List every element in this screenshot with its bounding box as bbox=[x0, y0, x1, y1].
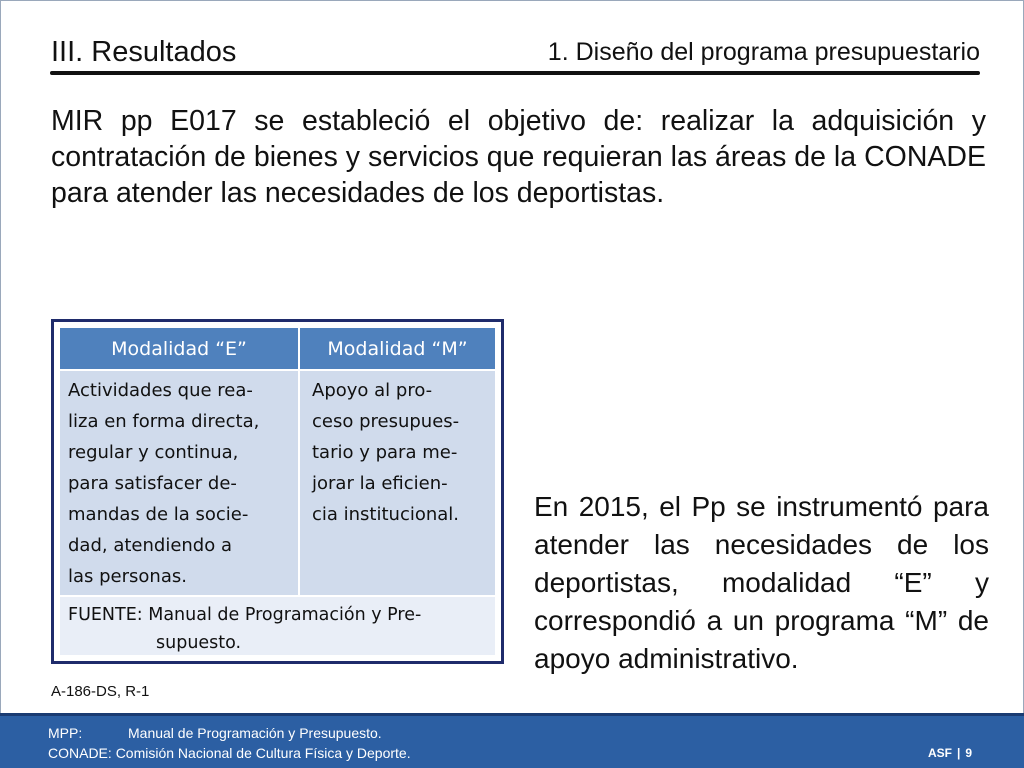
table-cell-modalidad-e bbox=[60, 371, 300, 595]
page-number: 9 bbox=[965, 746, 972, 760]
table-cell-modalidad-m bbox=[300, 371, 495, 595]
section-title: III. Resultados bbox=[51, 36, 237, 68]
cell-line: jorar la eficien- bbox=[312, 473, 448, 494]
cell-line: liza en forma directa, bbox=[68, 411, 260, 432]
footer-abbreviation-conade bbox=[48, 745, 411, 761]
cell-line: regular y continua, bbox=[68, 442, 239, 463]
cell-line: cia institucional. bbox=[312, 504, 460, 525]
footer-bar bbox=[0, 713, 1024, 768]
modality-table bbox=[51, 319, 504, 664]
cell-line: para satisfacer de- bbox=[68, 473, 237, 494]
cell-line: tario y para me- bbox=[312, 442, 458, 463]
abbreviation-key: MPP: bbox=[48, 725, 83, 741]
separator: | bbox=[956, 746, 961, 760]
cell-line: las personas. bbox=[68, 566, 187, 587]
abbreviation-value: Manual de Programación y Presupuesto. bbox=[128, 725, 382, 741]
cell-line: Apoyo al pro- bbox=[312, 380, 433, 401]
intro-paragraph: MIR pp E017 se estableció el objetivo de: realizar la adquisición y contratación de bienes y servicios que requieran las áreas de la CONADE para atender las necesidades de los deportistas. bbox=[51, 105, 986, 209]
source-line: FUENTE: Manual de Programación y Pre- bbox=[68, 605, 422, 625]
reference-code: A-186-DS, R-1 bbox=[51, 683, 150, 700]
cell-line: dad, atendiendo a bbox=[68, 535, 232, 556]
title-divider bbox=[50, 71, 980, 75]
footer-abbreviation-mpp bbox=[48, 725, 382, 741]
conclusion-paragraph: En 2015, el Pp se instrumentó para atender las necesidades de los deportistas, modalidad “E” y correspondió a un programa “M” de apoyo administrativo. bbox=[534, 491, 989, 674]
cell-line: Actividades que rea- bbox=[68, 380, 253, 401]
abbreviation-value: Comisión Nacional de Cultura Física y Deporte. bbox=[115, 745, 411, 761]
modality-table-inner bbox=[60, 328, 495, 655]
footer-page-info bbox=[928, 746, 972, 760]
abbreviation-key: CONADE: bbox=[48, 745, 112, 761]
table-header-modalidad-m: Modalidad “M” bbox=[300, 328, 495, 369]
cell-line: ceso presupues- bbox=[312, 411, 460, 432]
cell-line: mandas de la socie- bbox=[68, 504, 249, 525]
org-label: ASF bbox=[927, 746, 952, 760]
source-line: supuesto. bbox=[156, 633, 242, 653]
slide-subtitle: 1. Diseño del programa presupuestario bbox=[547, 38, 980, 66]
table-header-modalidad-e: Modalidad “E” bbox=[60, 328, 300, 369]
table-source-note bbox=[60, 597, 495, 655]
